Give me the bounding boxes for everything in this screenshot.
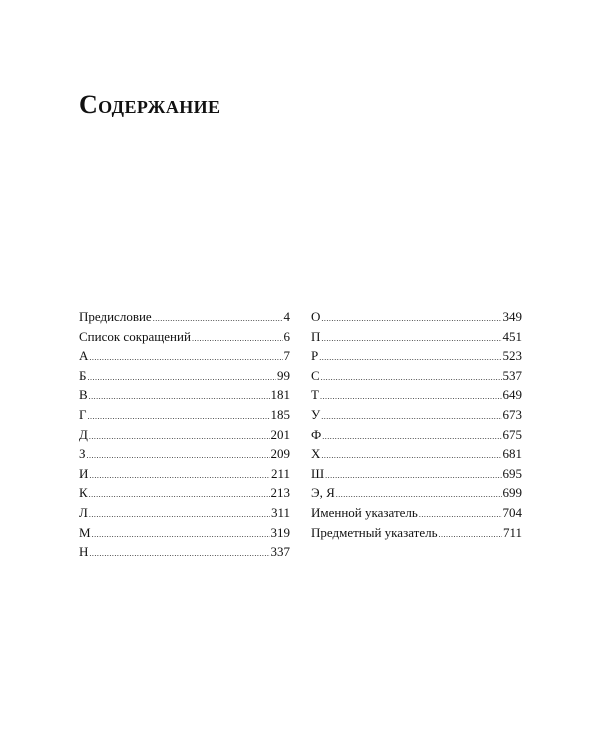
toc-entry-page-number: 185: [270, 406, 290, 422]
toc-entry-page-number: 699: [502, 485, 522, 501]
toc-entry: [311, 483, 522, 503]
toc-entry: [79, 425, 290, 445]
toc-entry-label: И: [79, 465, 89, 481]
dot-leader: [89, 387, 270, 407]
toc-entry-page-number: 537: [502, 367, 522, 383]
toc-entry-page-number: 213: [270, 485, 290, 501]
toc-entry: [79, 327, 290, 347]
toc-entry-label: З: [79, 446, 86, 462]
toc-entry-label: Э, Я: [311, 485, 335, 501]
dot-leader: [89, 544, 269, 564]
dot-leader: [322, 427, 501, 447]
dot-leader: [320, 387, 502, 407]
dot-leader: [321, 329, 501, 349]
toc-entry: [311, 327, 522, 347]
toc-entry-page-number: 211: [270, 465, 290, 481]
toc-entry: [311, 346, 522, 366]
toc-entry-label: В: [79, 387, 88, 403]
dot-leader: [439, 525, 502, 545]
toc-entry-label: О: [311, 309, 321, 324]
toc-entry: [79, 523, 290, 543]
toc-entry-label: Т: [311, 387, 319, 403]
toc-entry-label: Ф: [311, 426, 322, 442]
toc-entry: [79, 307, 290, 327]
toc-entry: [311, 385, 522, 405]
dot-leader: [89, 505, 270, 525]
dot-leader: [325, 466, 501, 486]
toc-entry-page-number: 704: [502, 504, 522, 520]
toc-entry: [311, 307, 522, 327]
toc-entry-page-number: 349: [502, 309, 522, 324]
toc-entry-label: Х: [311, 446, 321, 462]
toc-entry-label: Л: [79, 504, 88, 520]
dot-leader: [321, 446, 501, 466]
dot-leader: [321, 368, 502, 388]
toc-entry: [311, 444, 522, 464]
toc-entry-label: Н: [79, 544, 89, 560]
toc-entry-label: К: [79, 485, 88, 501]
dot-leader: [87, 368, 276, 388]
toc-entry-page-number: 319: [270, 524, 290, 540]
toc-entry: [311, 425, 522, 445]
toc-entry-page-number: 181: [270, 387, 290, 403]
toc-entry: [79, 366, 290, 386]
toc-entry: [79, 444, 290, 464]
toc-entry: [311, 405, 522, 425]
toc-entry-page-number: 681: [502, 446, 522, 462]
toc-entry-page-number: 337: [270, 544, 290, 560]
toc-entry-page-number: 695: [502, 465, 522, 481]
toc-entry-page-number: 99: [277, 367, 290, 383]
dot-leader: [89, 427, 270, 447]
toc-entry: [79, 483, 290, 503]
toc-entry-label: Список сокращений: [79, 328, 191, 344]
toc-entry: [311, 523, 522, 543]
toc-entry-label: Предметный указатель: [311, 524, 438, 540]
toc-entry: [79, 464, 290, 484]
toc-entry-page-number: 4: [283, 309, 290, 324]
toc-entry-label: Д: [79, 426, 88, 442]
toc-entry-page-number: 201: [270, 426, 290, 442]
toc-entry-page-number: 311: [270, 504, 290, 520]
toc-entry-label: Г: [79, 406, 87, 422]
toc-entry-label: Р: [311, 348, 319, 364]
dot-leader: [192, 329, 283, 349]
dot-leader: [89, 348, 282, 368]
toc-entry-page-number: 209: [270, 446, 290, 462]
dot-leader: [92, 525, 270, 545]
dot-leader: [321, 309, 501, 329]
toc-entry: [311, 464, 522, 484]
toc-entry: [79, 405, 290, 425]
toc-entry-label: Предисловие: [79, 309, 152, 324]
dot-leader: [88, 407, 270, 427]
dot-leader: [321, 407, 501, 427]
toc-entry-page-number: 523: [502, 348, 522, 364]
toc-entry-label: Б: [79, 367, 87, 383]
toc-column-right: [311, 307, 522, 542]
toc-entry-page-number: 649: [502, 387, 522, 403]
toc-entry-label: Именной указатель: [311, 504, 418, 520]
toc-entry-label: Ш: [311, 465, 325, 481]
toc-entry: [311, 366, 522, 386]
dot-leader: [89, 466, 270, 486]
toc-entry-label: А: [79, 348, 89, 364]
toc-entry-page-number: 6: [283, 328, 290, 344]
toc-entry-page-number: 675: [502, 426, 522, 442]
toc-entry: [79, 346, 290, 366]
toc-entry: [79, 542, 290, 562]
toc-entry-label: С: [311, 367, 320, 383]
toc-entry-page-number: 451: [502, 328, 522, 344]
toc-entry-page-number: 711: [502, 524, 522, 540]
dot-leader: [319, 348, 501, 368]
toc-entry-page-number: 673: [502, 406, 522, 422]
toc-entry-label: У: [311, 406, 321, 422]
dot-leader: [87, 446, 270, 466]
page-title: Содержание: [79, 90, 221, 119]
toc-entry-page-number: 7: [283, 348, 290, 364]
toc-entry: [311, 503, 522, 523]
toc-column-left: [79, 307, 290, 562]
toc-entry-label: М: [79, 524, 91, 540]
dot-leader: [89, 485, 270, 505]
toc-entry: [79, 385, 290, 405]
toc-entry: [79, 503, 290, 523]
toc-entry-label: П: [311, 328, 321, 344]
